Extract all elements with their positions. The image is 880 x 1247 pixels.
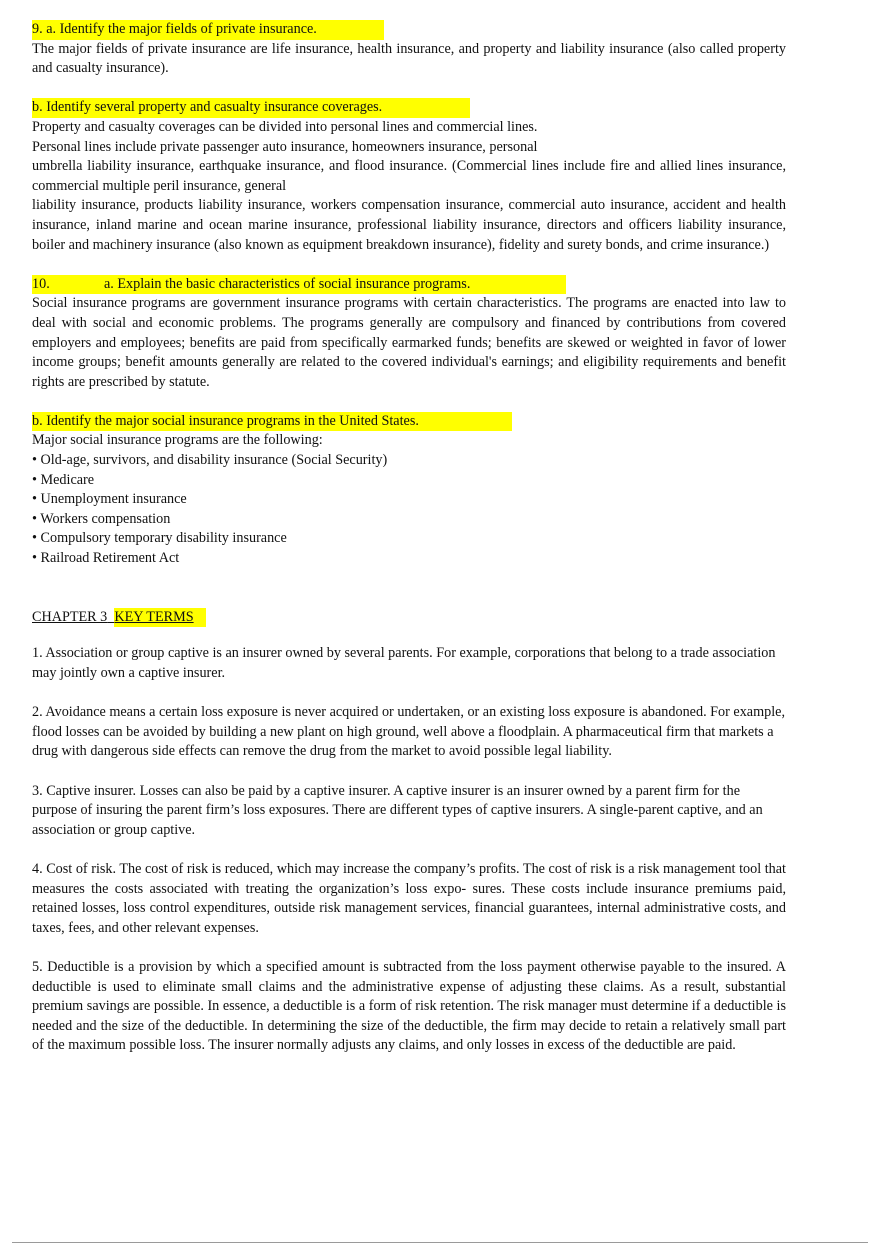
q9a-answer: The major fields of private insurance are life insurance, health insurance, and property and liability insurance (also called property and casualty insurance).	[32, 40, 786, 77]
key-term-captive-insurer: 3. Captive insurer. Losses can also be paid by a captive insurer. A captive insurer is an insurer owned by a parent firm for the purpose of insuring the parent firm’s loss exposures. There are different types of captive insurers. A single-parent captive, and an association or group captive.	[32, 782, 763, 838]
q10b-heading-text: b. Identify the major social insurance programs in the United States.	[32, 412, 512, 432]
key-term-cost-of-risk: 4. Cost of risk. The cost of risk is reduced, which may increase the company’s profits. The cost of risk is a risk management tool that measures the costs associated with treating the organization’s loss expo- sures. These costs include insurance premiums paid, retained losses, loss control expenditures, outside risk management services, financial guarantees, internal administrative costs, and taxes, fees, and other relevant expenses.	[32, 860, 786, 936]
q9a-heading-text: 9. a. Identify the major fields of private insurance.	[32, 20, 384, 40]
list-item: • Old-age, survivors, and disability insurance (Social Security)	[32, 452, 388, 469]
q10a-heading-highlight	[32, 275, 566, 295]
q9b-heading	[32, 98, 786, 118]
q9b-heading-text: b. Identify several property and casualty insurance coverages.	[32, 98, 470, 118]
q10a-heading	[32, 275, 786, 295]
chapter-heading	[32, 608, 786, 628]
q9b-line-3: umbrella liability insurance, earthquake insurance, and flood insurance. (Commercial lines include fire and allied lines insurance, commercial multiple peril insurance, general	[32, 158, 786, 194]
q9a-heading	[32, 20, 786, 40]
key-term-association-captive: 1. Association or group captive is an insurer owned by several parents. For example, corporations that belong to a trade association may jointly own a captive insurer.	[32, 645, 776, 681]
list-item: • Unemployment insurance	[32, 491, 187, 508]
q10a-answer: Social insurance programs are government insurance programs with certain characteristics. The programs are enacted into law to deal with social and economic problems. The programs generally are compulsory and financed by contributions from covered employers and employees; benefits are paid from specifically earmarked funds; benefits are skewed or weighted in favor of lower income groups; benefit amounts generally are related to the covered individual's earnings; and eligibility requirements and benefit rights are prescribed by statute.	[32, 295, 786, 390]
social-insurance-list	[32, 451, 786, 569]
q10b-intro: Major social insurance programs are the following:	[32, 432, 323, 449]
chapter-label: CHAPTER 3	[32, 608, 108, 625]
document-page	[32, 20, 786, 1056]
q10a-number: 10.	[32, 275, 50, 292]
key-term-avoidance: 2. Avoidance means a certain loss exposure is never acquired or undertaken, or an existing loss exposure is abandoned. For example, flood losses can be avoided by building a new plant on high ground, well above a floodplain. A pharmaceutical firm that markets a drug with dangerous side effects can remove the drug from the market to avoid possible legal liability.	[32, 704, 786, 760]
list-item: • Medicare	[32, 471, 95, 488]
q9b-line-4: liability insurance, products liability insurance, workers compensation insurance, commercial auto insurance, accident and health insurance, inland marine and ocean marine insurance, professional liability insurance, directors and officers liability insurance, boiler and machinery insurance (also known as equipment breakdown insurance), fidelity and surety bonds, and crime insurance.)	[32, 197, 786, 253]
q9b-line-1: Property and casualty coverages can be divided into personal lines and commercial lines.	[32, 118, 538, 135]
q10b-heading	[32, 412, 786, 432]
key-terms-label: KEY TERMS	[114, 608, 206, 628]
list-item: • Workers compensation	[32, 510, 171, 527]
key-term-deductible: 5. Deductible is a provision by which a specified amount is subtracted from the loss payment otherwise payable to the insured. A deductible is used to eliminate small claims and the administrative expense of adjusting these claims. As a result, substantial premium savings are possible. In essence, a deductible is a form of risk retention. The risk manager must determine if a deductible is needed and the size of the deductible. In determining the size of the deductible, the firm may decide to retain a relatively small part of the maximum possible loss. The insurer normally adjusts any claims, and only losses in excess of the deductible are paid.	[32, 958, 786, 1054]
q9b-line-2: Personal lines include private passenger auto insurance, homeowners insurance, personal	[32, 138, 538, 155]
footer-divider	[12, 1242, 868, 1243]
list-item: • Railroad Retirement Act	[32, 550, 180, 567]
list-item: • Compulsory temporary disability insurance	[32, 530, 287, 547]
q10a-heading-text: a. Explain the basic characteristics of social insurance programs.	[104, 275, 471, 292]
